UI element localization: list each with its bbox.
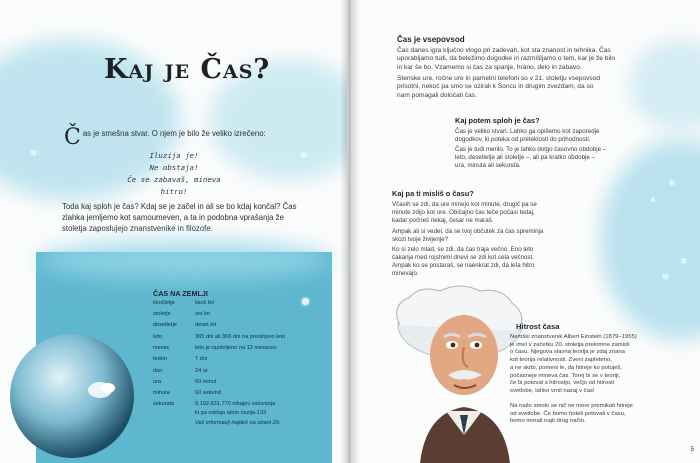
page-title: Kaj je Čas? — [104, 54, 271, 85]
snowflake-icon: ✻ — [650, 197, 656, 204]
drop-cap: Č — [64, 125, 81, 150]
section-title: Hitrost časa — [516, 322, 560, 331]
intro-paragraph — [64, 125, 294, 150]
watercolor-wash-right-top — [630, 40, 700, 130]
quote-lines — [114, 150, 234, 198]
einstein-illustration — [390, 285, 530, 463]
watercolor-wash-right — [600, 140, 700, 340]
table-row: sekunda — [153, 401, 175, 407]
snowflake-icon: ✻ — [662, 272, 670, 282]
section-paragraph: Čas je tudi merilo. To je lahko dolgo časovno obdobje – leto, desetletje ali stoletje –, ali pa kratko obdobje – ura, minuta ali sekunda. — [455, 146, 607, 169]
table-note: Več informacij najdeš na strani 29. — [195, 420, 281, 426]
table-row: 7 dni — [195, 356, 208, 362]
table-row: tisoč let — [195, 300, 214, 306]
section-paragraph: Nemški znanstvenik Albert Einstein (1879–1955) je imel v začetku 20. stoletja prelomne zamisli o času. Njegova slavna teorija je zdaj znana kot teorija relativnosti. Zveni zapleteno, a ne skrbi, pomeni le, da hitreje ko potuješ, počasneje mineva čas. Torej bi se v teoriji, če bi potoval s hitrostjo, večjo od hitrosti svetlobe, lahko vrnil nazaj v čas! — [510, 334, 637, 394]
table-row: stoletje — [153, 311, 171, 317]
table-row: dan — [153, 368, 163, 374]
quote-line: Če se zabavaš, mineva hitro! — [127, 175, 221, 196]
right-page — [350, 0, 700, 463]
table-row: 24 ur — [195, 368, 208, 374]
quote-line: Ne obstaja! — [149, 163, 199, 172]
section-paragraph: Včasih se zdi, da ure minejo kot minute, drugič pa se minute zdijo kot ure. Običajno čas teče počasi tedaj, kadar počneš nekaj, česar ne maraš. — [392, 201, 537, 224]
table-row: sto let — [195, 311, 210, 317]
table-row: 9.192.631.770 nihajev valovanja — [195, 401, 276, 407]
table-note: ki ga oddaja atom cezija-133 — [195, 410, 267, 416]
table-row: teden — [153, 356, 167, 362]
snowflake-icon: ✻ — [300, 150, 308, 160]
table-row: ura — [153, 379, 162, 385]
section-paragraph: Čas je veliko stvari. Lahko ga opišemo kot zaporedje dogodkov, ki poteka od preteklosti do prihodnosti. — [455, 128, 600, 143]
section-paragraph: Na našo smolo se nič ne more premikati hitreje od svetlobe. Če bomo hoteli potovati v času, bomo morali najti drug način. — [510, 403, 633, 425]
intro-text: as je smešna stvar. O njem je bilo že veliko izrečeno: — [82, 129, 266, 138]
page-number: 5 — [690, 447, 694, 453]
section-title: Kaj pa ti misliš o času? — [392, 189, 474, 198]
section-title: Čas je vsepovsod — [397, 35, 465, 44]
book-gutter — [340, 0, 360, 463]
panel-wash — [36, 240, 332, 280]
section-paragraph: Ampak ali si vedel, da se tvoj občutek za čas spreminja skozi tvoje življenje? — [392, 228, 544, 243]
snowflake-icon: ✻ — [30, 148, 38, 158]
table-row: 60 sekund — [195, 390, 221, 396]
section-paragraph: Čas danes igra ključno vlogo pri zadevah, kot sta znanost in tehnika. Čas uporabljamo tudi, da beležimo dogodke in razmišljamo o tem, kar je že bilo in kar še bo. Vzamemo si čas za spanje, hrano, delo in zabavo. — [397, 47, 616, 71]
table-row: minuta — [153, 390, 170, 396]
snowflake-icon: ✻ — [680, 256, 688, 266]
section-paragraph: Ko si zelo mlad, se zdi, da čas traja večno. Eno leto čakanja med rojstnimi dnevi se zdi kot cela večnost. Ampak ko se postaraš, se naenkrat zdi, da leta hitro minevajo. — [392, 246, 535, 277]
snowflake-icon: ✻ — [668, 178, 676, 188]
table-title: ČAS NA ZEMLJI — [153, 289, 208, 298]
section-paragraph: Stenske ure, ročne ure in pametni telefoni so v 21. stoletju vsepovsod prisotni, nekoč pa smo se ozirali k Soncu in drugim zvezdam, da so nam pomagali določati čas. — [397, 75, 601, 99]
section-title: Kaj potem sploh je čas? — [455, 116, 540, 125]
moon-illustration — [0, 318, 140, 463]
table-row: 365 dni ali 366 dni na prestopno leto — [195, 334, 286, 340]
table-row: leto — [153, 334, 163, 340]
small-planet-dot — [302, 298, 309, 305]
table-row: deset let — [195, 322, 217, 328]
quote-line: Iluzija je! — [149, 151, 199, 160]
table-row: 60 minut — [195, 379, 217, 385]
left-page — [0, 0, 347, 463]
table-row: leto je razdeljeno na 12 mesecev — [195, 345, 277, 351]
table-row: mesec — [153, 345, 170, 351]
question-paragraph: Toda kaj sploh je čas? Kdaj se je začel in ali se bo kdaj končal? Čas zlahka jemljemo kot samoumeven, a ta in podobna vprašanja že stoletja zaposlujejo znanstvenike in filozofe. — [62, 202, 297, 233]
table-row: tisočletje — [153, 300, 175, 306]
table-row: desetletje — [153, 322, 177, 328]
